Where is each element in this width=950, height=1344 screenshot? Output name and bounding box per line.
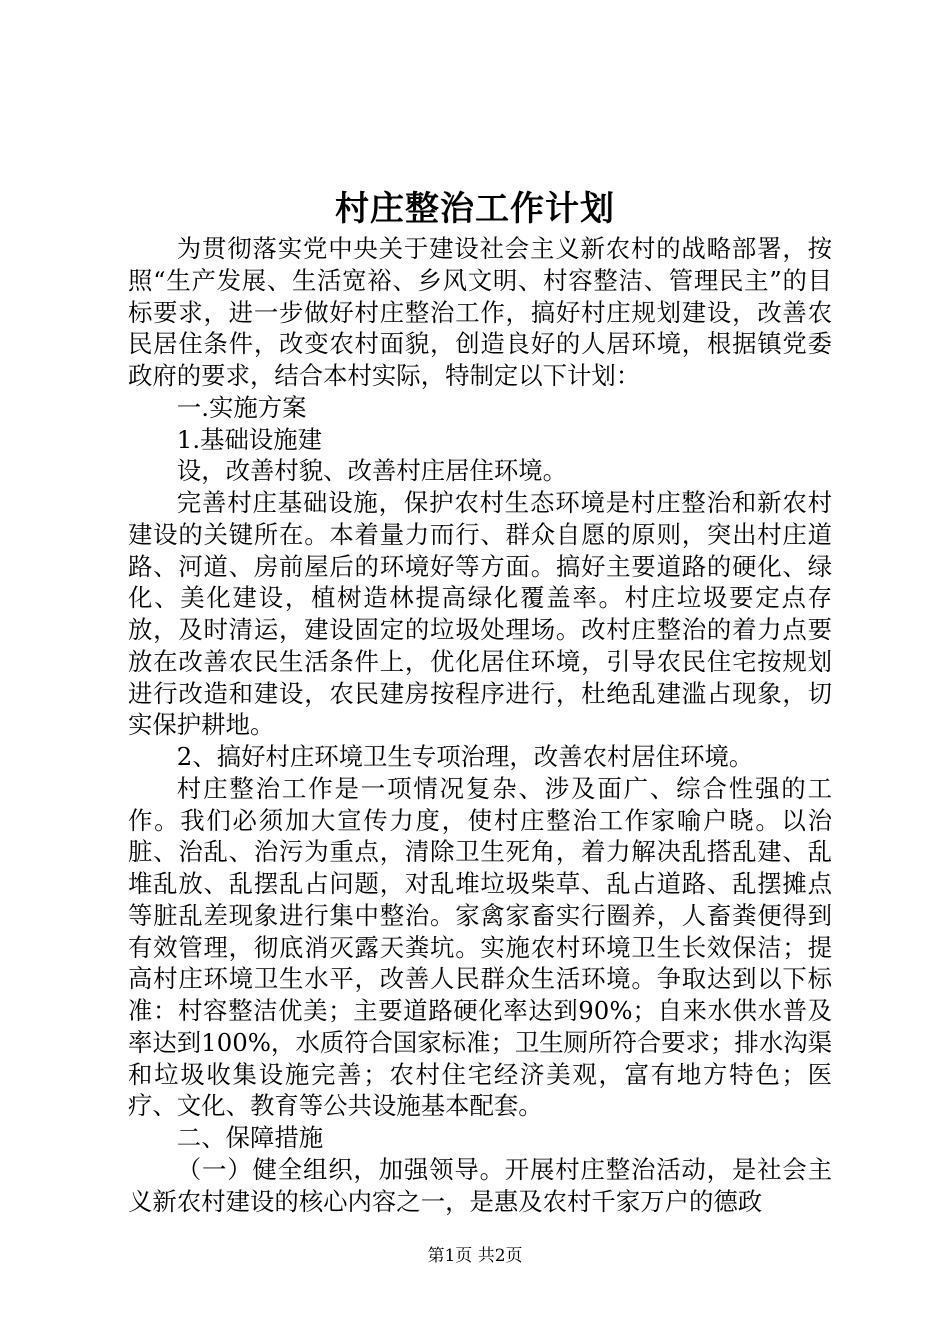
paragraph-infrastructure: 完善村庄基础设施，保护农村生态环境是村庄整治和新农村建设的关键所在。本着量力而行、群众自愿的原则，突出村庄道路、河道、房前屋后的环境好等方面。搞好主要道路的硬化、绿化、美化建设，植树造林提高绿化覆盖率。村庄垃圾要定点存放，及时清运，建设固定的垃圾处理场。改村庄整治的着力点要放在改善农民生活条件上，优化居住环境，引导农民住宅按规划进行改造和建设，农民建房按程序进行，杜绝乱建滥占现象，切实保护耕地。 bbox=[128, 488, 832, 740]
subheading-sanitation: 2、搞好村庄环境卫生专项治理，改善农村居住环境。 bbox=[176, 742, 754, 771]
paragraph-intro: 为贯彻落实党中央关于建设社会主义新农村的战略部署，按照“生产发展、生活宽裕、乡风文明、村容整洁、管理民主”的目标要求，进一步做好村庄整治工作，搞好村庄规划建设，改善农民居住条件，改变农村面貌，创造良好的人居环境，根据镇党委政府的要求，结合本村实际，特制定以下计划： bbox=[128, 234, 832, 390]
section-heading-implementation: 一.实施方案 bbox=[176, 392, 307, 422]
paragraph-organization: （一）健全组织，加强领导。开展村庄整治活动，是社会主义新农村建设的核心内容之一，是惠及农村千家万户的德政 bbox=[128, 1154, 832, 1216]
document-title: 村庄整治工作计划 bbox=[335, 189, 615, 229]
subheading-infrastructure-continued: 设，改善村貌、改善村庄居住环境。 bbox=[176, 456, 568, 486]
section-heading-safeguards: 二、保障措施 bbox=[176, 1123, 324, 1152]
page-footer: 第1页 共2页 bbox=[427, 1246, 523, 1266]
subheading-infrastructure: 1.基础设施建 bbox=[176, 424, 323, 454]
paragraph-sanitation: 村庄整治工作是一项情况复杂、涉及面广、综合性强的工作。我们必须加大宣传力度，使村庄整治工作家喻户晓。以治脏、治乱、治污为重点，清除卫生死角，着力解决乱搭乱建、乱堆乱放、乱摆乱占问题，对乱堆垃圾柴草、乱占道路、乱摆摊点等脏乱差现象进行集中整治。家禽家畜实行圈养，人畜粪便得到有效管理，彻底消灭露天粪坑。实施农村环境卫生长效保洁；提高村庄环境卫生水平，改善人民群众生活环境。争取达到以下标准：村容整洁优美；主要道路硬化率达到90%；自来水供水普及率达到100%，水质符合国家标准；卫生厕所符合要求；排水沟渠和垃圾收集设施完善；农村住宅经济美观，富有地方特色；医疗、文化、教育等公共设施基本配套。 bbox=[128, 773, 832, 1121]
document-body bbox=[128, 233, 832, 1217]
